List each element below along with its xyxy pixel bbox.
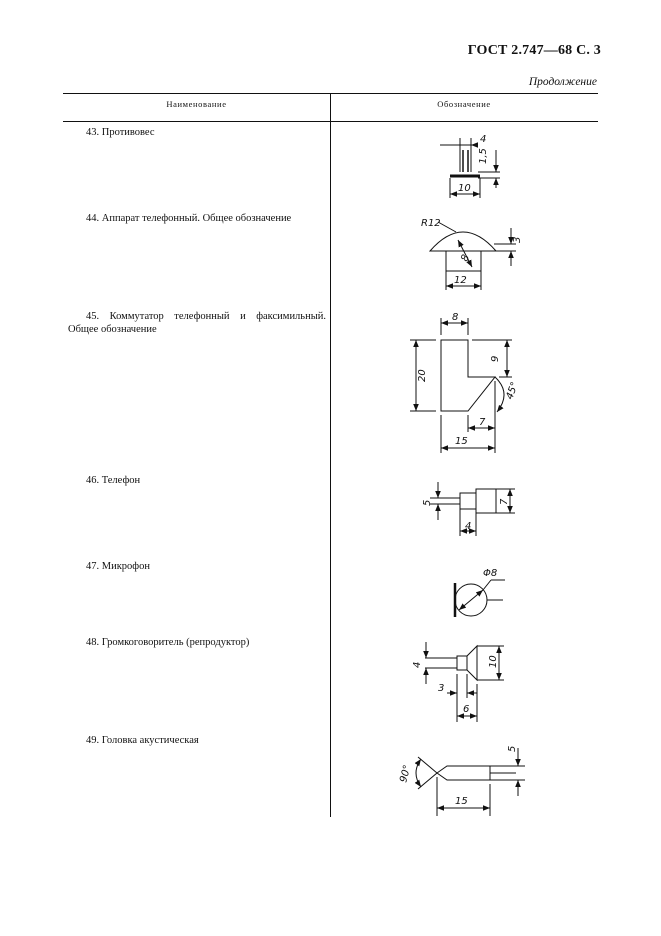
dim-label: 20 [417, 369, 428, 382]
switchboard-symbol [410, 318, 512, 453]
item-number: 46. [86, 475, 100, 486]
item-text: Противовес [101, 127, 155, 138]
dim-label: 9 [490, 355, 501, 362]
item-number: 48. [86, 637, 100, 648]
dim-label: 10 [458, 183, 471, 194]
dim-label: 7 [499, 498, 510, 505]
dim-label: 12 [454, 275, 467, 286]
dim-label: 8 [452, 312, 459, 323]
item-number: 43. [86, 127, 100, 138]
item-number: 49. [86, 735, 100, 746]
item-text: Коммутатор телефонный и факсимильный. [109, 311, 327, 322]
dim-label: 5 [507, 745, 518, 752]
dim-label: R12 [421, 218, 441, 229]
item-number: 47. [86, 561, 100, 572]
dim-label: 8 [459, 253, 472, 264]
dim-label: 90° [398, 763, 414, 784]
dim-label: 10 [488, 655, 499, 668]
column-header-name: Наименование [166, 99, 227, 109]
item-number: 44. [86, 213, 100, 224]
dim-label: 15 [455, 796, 468, 807]
item-number: 45. [86, 311, 100, 322]
item-text: Головка акустическая [101, 735, 199, 746]
dim-label: 6 [463, 704, 470, 715]
telephone-apparatus-symbol [430, 222, 516, 290]
dim-label: 4 [412, 661, 423, 668]
microphone-symbol [455, 580, 505, 617]
dim-label: 45° [504, 380, 521, 402]
item-text: Микрофон [101, 561, 150, 572]
dim-label: 15 [455, 436, 468, 447]
acoustic-head-symbol [416, 745, 525, 816]
dim-label: 1,5 [478, 148, 489, 164]
column-header-designation: Обозначение [437, 99, 491, 109]
dim-label: 4 [480, 134, 487, 145]
item-text: Телефон [101, 475, 141, 486]
continuation-label: Продолжение [528, 76, 597, 88]
dim-label: 7 [479, 417, 486, 428]
page-header-title: ГОСТ 2.747—68 С. 3 [467, 43, 601, 58]
item-text: Аппарат телефонный. Общее обозначение [101, 213, 292, 224]
dim-label: 5 [422, 499, 433, 506]
telephone-symbol [430, 482, 515, 536]
item-text: Громкоговоритель (репродуктор) [101, 637, 250, 648]
dim-label: 3 [438, 683, 445, 694]
dim-label: Φ8 [483, 568, 498, 579]
item-text-line2: Общее обозначение [68, 324, 157, 335]
dim-label: 4 [465, 521, 472, 532]
dim-label: 3 [512, 236, 523, 243]
